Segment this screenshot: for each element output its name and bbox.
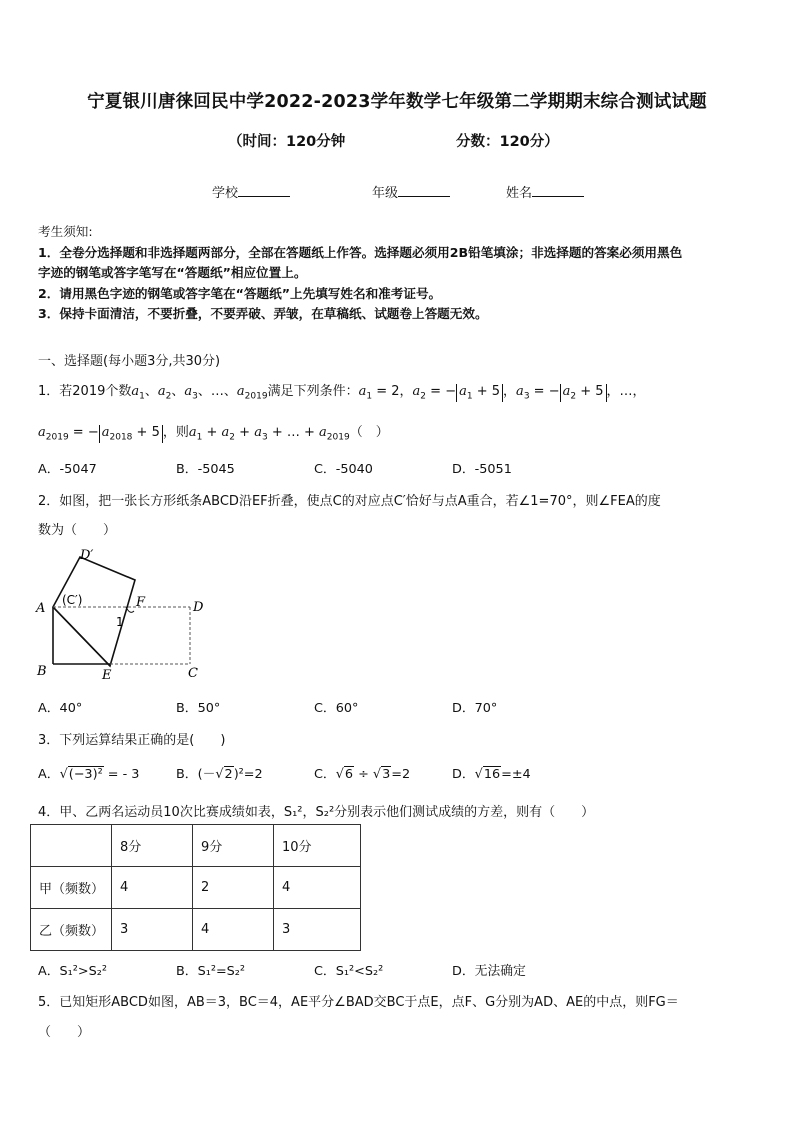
note-line: 3．保持卡面清洁，不要折叠，不要弄破、弄皱，在草稿纸、试题卷上答题无效。 [38,306,488,321]
q4-option-b: B．S₁²=S₂² [176,964,246,979]
question-3-stem: 3．下列运算结果正确的是( ) [38,733,226,748]
time-label: （时间：120分钟 [228,134,346,150]
grade-field: 年级 [372,182,450,201]
q3-option-b: B．(－√2)²=2 [176,767,263,782]
table-cell: 4 [112,867,193,909]
table-row [31,867,361,909]
question-2-line-2: 数为（ ） [38,523,117,538]
table-row [31,909,361,951]
name-field: 姓名 [506,182,584,201]
q1-option-c: C．-5040 [314,462,373,477]
q3-option-c: C．√6 ÷ √3=2 [314,767,411,782]
note-line: 1．全卷分选择题和非选择题两部分，全部在答题纸上作答。选择题必须用2B铅笔填涂；非选择题的答案必须用黑色 [38,244,683,260]
q1-option-b: B．-5045 [176,462,235,477]
label-d: D [193,600,204,615]
notes-heading: 考生须知: [38,224,93,239]
school-field: 学校 [212,182,290,201]
question-4-stem: 4．甲、乙两名运动员10次比赛成绩如表，S₁²，S₂²分别表示他们测试成绩的方差，则有（ ） [38,805,595,820]
table-cell: 4 [193,909,274,951]
table-cell: 4 [274,867,361,909]
table-cell: 9分 [193,825,274,867]
table-cell: 甲（频数） [31,867,112,909]
score-label: 分数：120分） [456,134,559,150]
label-e: E [102,668,112,683]
label-a: A [36,601,46,616]
question-5-line-1: 5．已知矩形ABCD如图，AB＝3，BC＝4，AE平分∠BAD交BC于点E，点F、G分别为AD、AE的中点，则FG＝ [38,995,679,1010]
table-cell: 10分 [274,825,361,867]
q3-option-a: A．√(−3)² = - 3 [38,767,140,782]
q1-option-a: A．-5047 [38,462,97,477]
question-1-line-2: $a_{2019}$ = − $a_{2018} + 5$ ，则$a_1 + a_2 + a_3$ + … + $a_{2019}$（ ） [38,425,389,443]
table-cell [31,825,112,867]
table-cell: 8分 [112,825,193,867]
question-2-line-1: 2．如图，把一张长方形纸条ABCD沿EF折叠，使点C的对应点C′恰好与点A重合，若∠1=70°，则∠FEA的度 [38,494,661,509]
candidate-notes [38,222,758,325]
folding-figure [30,545,220,685]
q2-option-b: B．50° [176,701,221,716]
note-line: 字迹的钢笔或答字笔写在“答题纸”相应位置上。 [38,265,307,280]
table-cell: 乙（频数） [31,909,112,951]
q4-option-d: D．无法确定 [452,964,526,979]
label-f: F [136,595,146,610]
table-header-row [31,825,361,867]
q1-option-d: D．-5051 [452,462,512,477]
table-cell: 3 [112,909,193,951]
label-b: B [37,664,47,679]
q4-option-a: A．S₁²>S₂² [38,964,108,979]
label-c: C [188,666,198,681]
label-c-prime: (C′) [62,593,83,607]
table-cell: 3 [274,909,361,951]
exam-title: 宁夏银川唐徕回民中学2022-2023学年数学七年级第二学期期末综合测试试题 [87,92,707,112]
q4-option-c: C．S₁²<S₂² [314,964,384,979]
section-heading: 一、选择题(每小题3分,共30分) [38,354,221,369]
table-cell: 2 [193,867,274,909]
note-line: 2．请用黑色字迹的钢笔或答字笔在“答题纸”上先填写姓名和准考证号。 [38,285,442,301]
label-angle-1: 1 [116,615,124,629]
q2-option-c: C．60° [314,701,359,716]
question-1-line-1: 1．若2019个数$a_1$、$a_2$、$a_3$、…、$a_{2019}$满足下列条件：$a_1 = 2$，$a_2$ = − $a_1 + 5$ ，$a_3$ = − $a_2 + 5$ ，…， [38,384,646,402]
label-d-prime: D′ [80,548,94,563]
q3-option-d: D．√16=±4 [452,767,531,782]
q2-option-a: A．40° [38,701,83,716]
frequency-table [30,824,361,951]
question-5-line-2: （ ） [38,1025,91,1040]
q2-option-d: D．70° [452,701,498,716]
